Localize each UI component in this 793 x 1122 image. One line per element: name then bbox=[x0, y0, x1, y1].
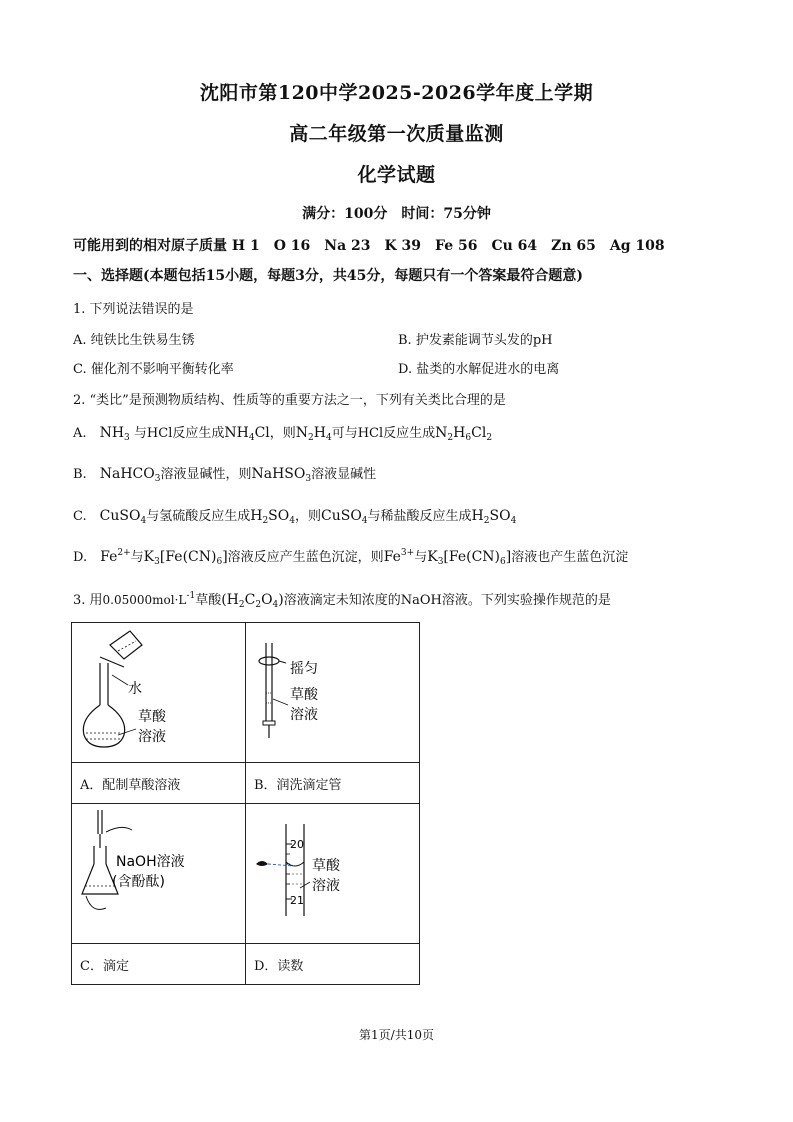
formula-nh3: $NH_3$ bbox=[90, 425, 130, 443]
formula-fe2plus: $Fe^{2+}$ bbox=[91, 548, 131, 565]
glass-rod-icon bbox=[100, 657, 124, 667]
label-naoh: NaOH溶液 bbox=[116, 854, 185, 870]
formula-h2so4-2: $H_2SO_4$ bbox=[471, 508, 517, 526]
formula-n2h4: $N_2H_4$ bbox=[295, 425, 332, 443]
q3-concentration: $0.05000mol\cdot L^{-1}$ bbox=[102, 591, 196, 607]
q2-a-label: A. bbox=[73, 426, 87, 441]
formula-nahso3: NaHSO$_3$ bbox=[251, 466, 312, 484]
q2-b-text2: 溶液显碱性 bbox=[311, 467, 377, 482]
volumetric-flask-diagram bbox=[72, 623, 245, 758]
q2-option-a bbox=[73, 422, 492, 443]
label-oxalic: 草酸 bbox=[138, 709, 166, 725]
beaker-icon bbox=[110, 631, 142, 659]
formula-n2h6cl2: $N_2H_6Cl_2$ bbox=[435, 425, 493, 443]
label-phenolphthalein: (含酚酞) bbox=[112, 874, 165, 890]
formula-fe3plus: $Fe^{3+}$ bbox=[383, 548, 415, 565]
hand-icon-lower bbox=[86, 896, 106, 910]
formula-h2c2o4: $(H_2C_2O_4)$ bbox=[221, 592, 284, 610]
q2-a-text2: ，则 bbox=[269, 426, 296, 441]
exam-title-subject: 化学试题 bbox=[357, 164, 436, 186]
eye-icon bbox=[256, 861, 268, 866]
burette-icon-c bbox=[98, 810, 102, 848]
q3-caption-a: A．配制草酸溶液 bbox=[72, 763, 246, 804]
q3-caption-d: D．读数 bbox=[246, 944, 420, 985]
atomic-masses: 可能用到的相对原子质量 H 1 O 16 Na 23 K 39 Fe 56 Cu 64 Zn 65 Ag 108 bbox=[73, 238, 665, 254]
q2-option-b bbox=[73, 463, 376, 484]
hand-icon bbox=[106, 827, 132, 832]
q2-c-text2: ，则 bbox=[294, 509, 321, 524]
q1-option-a: A. 纯铁比生铁易生锈 bbox=[73, 333, 195, 348]
q2-d-label: D. bbox=[73, 550, 88, 565]
q3-stem-pre: 3. 用 bbox=[73, 593, 103, 608]
q3-caption-b: B．润洗滴定管 bbox=[246, 763, 420, 804]
q1-option-d: D. 盐类的水解促进水的电离 bbox=[398, 362, 560, 377]
q3-stem-mid: 草酸 bbox=[195, 593, 222, 608]
q2-b-label: B. bbox=[73, 467, 87, 482]
q1-option-b: B. 护发素能调节头发的pH bbox=[398, 333, 553, 348]
label-oxalic-d: 草酸 bbox=[312, 858, 340, 874]
formula-cuso4: CuSO$_4$ bbox=[90, 508, 147, 526]
q2-d-text3: 与 bbox=[414, 550, 428, 565]
q3-caption-c: C．滴定 bbox=[72, 944, 246, 985]
label-oxalic-b: 草酸 bbox=[290, 687, 318, 703]
formula-h2so4: $H_2SO_4$ bbox=[250, 508, 295, 526]
q2-a-text1: 与HCl反应生成 bbox=[133, 426, 225, 441]
rotate-arrow-icon bbox=[259, 657, 279, 665]
q3-stem-post: 溶液滴定未知浓度的NaOH溶液。下列实验操作规范的是 bbox=[283, 593, 611, 608]
q2-stem: 2. “类比”是预测物质结构、性质等的重要方法之一，下列有关类比合理的是 bbox=[73, 393, 506, 408]
q3-cell-d-image bbox=[246, 804, 420, 944]
formula-nahco3: NaHCO$_3$ bbox=[90, 466, 161, 484]
q2-d-text2: 溶液反应产生蓝色沉淀，则 bbox=[227, 550, 384, 565]
q3-cell-b-image bbox=[246, 623, 420, 763]
section-heading: 一、选择题(本题包括15小题，每题3分，共45分，每题只有一个答案最符合题意) bbox=[73, 268, 583, 284]
q2-c-text1: 与氢硫酸反应生成 bbox=[146, 509, 251, 524]
label-water: 水 bbox=[128, 681, 142, 697]
q2-c-text3: 与稀盐酸反应生成 bbox=[367, 509, 472, 524]
exam-title-grade: 高二年级第一次质量监测 bbox=[289, 123, 504, 145]
page-footer: 第1页/共10页 bbox=[359, 1028, 434, 1042]
formula-k3fecn6: $K_3[Fe(CN)_6]$ bbox=[143, 549, 228, 567]
tick-label-20: 20 bbox=[290, 838, 304, 851]
q1-option-c: C. 催化剂不影响平衡转化率 bbox=[73, 362, 234, 377]
label-solution: 溶液 bbox=[138, 729, 166, 745]
q2-c-label: C. bbox=[73, 509, 87, 524]
volumetric-flask-icon bbox=[83, 663, 124, 747]
burette-rinse-diagram bbox=[246, 623, 399, 758]
label-solution-d: 溶液 bbox=[312, 878, 340, 894]
formula-k3fecn6-2: $K_3[Fe(CN)_6]$ bbox=[427, 549, 512, 567]
q2-option-c bbox=[73, 505, 516, 526]
titration-diagram bbox=[72, 804, 245, 939]
q2-d-text1: 与 bbox=[130, 550, 144, 565]
label-shake: 摇匀 bbox=[290, 661, 318, 677]
q3-cell-a-image bbox=[72, 623, 246, 763]
reading-diagram bbox=[246, 804, 399, 939]
q2-option-d bbox=[73, 546, 628, 567]
q3-experiment-table bbox=[71, 622, 420, 985]
exam-title-school: 沈阳市第120中学2025-2026学年度上学期 bbox=[199, 82, 594, 104]
q1-stem: 1. 下列说法错误的是 bbox=[73, 302, 194, 317]
q3-cell-c-image bbox=[72, 804, 246, 944]
tick-label-21: 21 bbox=[290, 894, 304, 907]
formula-cuso4-2: CuSO$_4$ bbox=[321, 508, 368, 526]
q3-stem bbox=[73, 589, 611, 610]
exam-meta: 满分：100分 时间：75分钟 bbox=[302, 206, 491, 222]
q2-a-text3: 可与HCl反应生成 bbox=[331, 426, 436, 441]
q2-d-text4: 溶液也产生蓝色沉淀 bbox=[511, 550, 629, 565]
q2-b-text1: 溶液显碱性，则 bbox=[160, 467, 252, 482]
formula-nh4cl: $NH_4Cl$ bbox=[224, 425, 270, 443]
label-solution-b: 溶液 bbox=[290, 707, 318, 723]
